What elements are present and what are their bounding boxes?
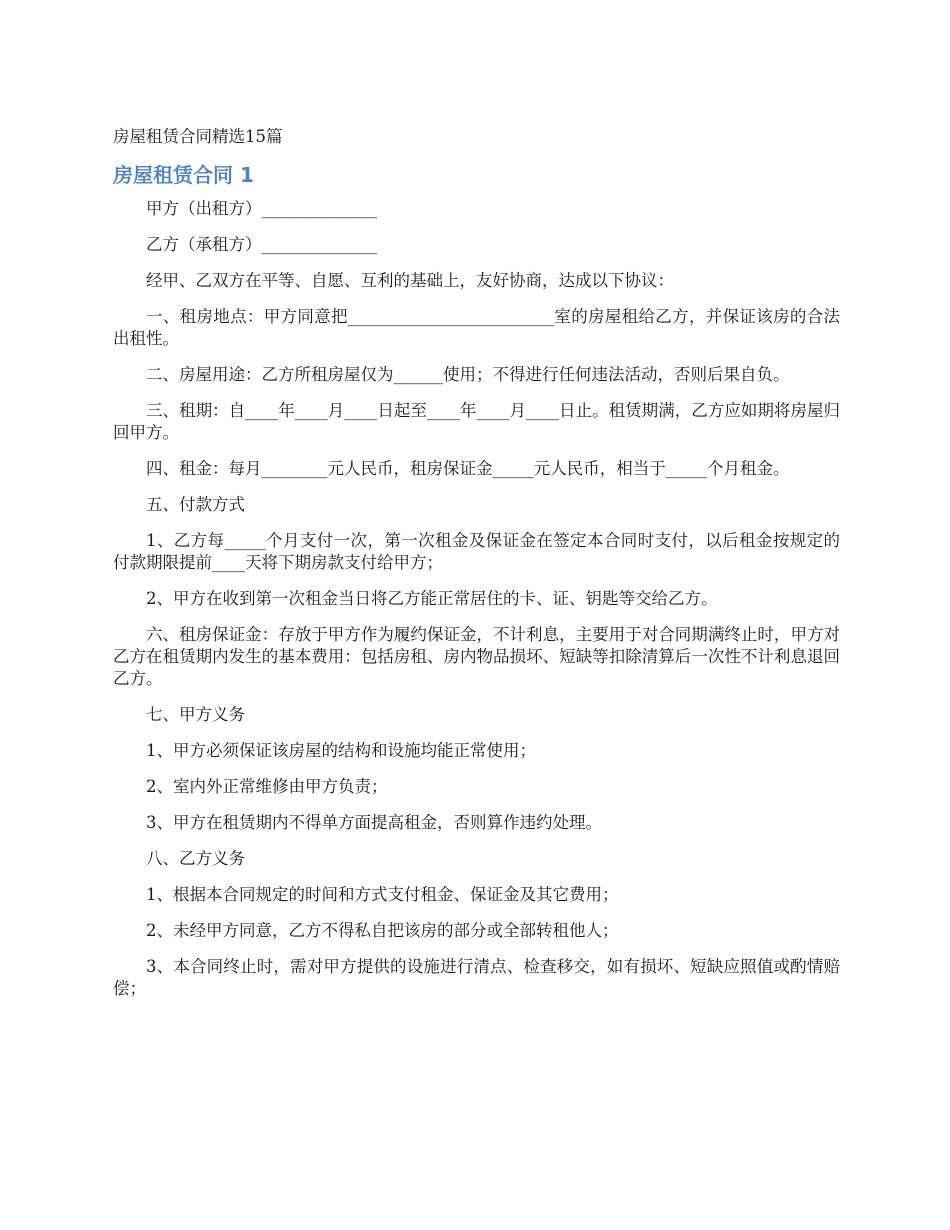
paragraph-preamble: 经甲、乙双方在平等、自愿、互利的基础上，友好协商，达成以下协议：	[146, 271, 674, 290]
paragraph-party-a: 甲方（出租方）______________	[146, 199, 377, 218]
paragraph-clause-8-item-1: 1、根据本合同规定的时间和方式支付租金、保证金及其它费用；	[146, 885, 619, 904]
paragraph-party-b: 乙方（承租方）______________	[146, 235, 377, 254]
paragraph-clause-2: 二、房屋用途：乙方所租房屋仅为______使用；不得进行任何违法活动，否则后果自负。	[146, 365, 790, 384]
paragraph-clause-1: 一、租房地点：甲方同意把_________________________室的房屋租给乙方，并保证该房的合法出租性。	[113, 307, 840, 348]
paragraph-clause-8-item-2: 2、未经甲方同意，乙方不得私自把该房的部分或全部转租他人；	[146, 921, 619, 940]
paragraph-clause-7-item-3: 3、甲方在租赁期内不得单方面提高租金，否则算作违约处理。	[146, 813, 602, 832]
paragraph-clause-4: 四、租金：每月________元人民币，租房保证金_____元人民币，相当于_____个月租金。	[146, 459, 790, 478]
paragraph-clause-6: 六、租房保证金：存放于甲方作为履约保证金，不计利息，主要用于对合同期满终止时，甲方对乙方在租赁期内发生的基本费用：包括房租、房内物品损坏、短缺等扣除清算后一次性不计利息退回乙方。	[113, 625, 840, 688]
document-body	[113, 125, 840, 1014]
paragraph-clause-8-heading: 八、乙方义务	[146, 849, 245, 868]
paragraph-clause-5-heading: 五、付款方式	[146, 495, 245, 514]
paragraph-clause-7-heading: 七、甲方义务	[146, 705, 245, 724]
paragraph-clause-5-item-2: 2、甲方在收到第一次租金当日将乙方能正常居住的卡、证、钥匙等交给乙方。	[146, 589, 718, 608]
paragraph-clause-5-item-1: 1、乙方每_____个月支付一次，第一次租金及保证金在签定本合同时支付，以后租金按规定的付款期限提前____天将下期房款支付给甲方；	[113, 531, 840, 572]
paragraph-clause-8-item-3: 3、本合同终止时，需对甲方提供的设施进行清点、检查移交，如有损坏、短缺应照值或酌情赔偿；	[113, 957, 840, 998]
paragraph-clause-7-item-2: 2、室内外正常维修由甲方负责；	[146, 777, 388, 796]
paragraph-clause-7-item-1: 1、甲方必须保证该房屋的结构和设施均能正常使用；	[146, 741, 536, 760]
section-heading: 房屋租赁合同 1	[113, 163, 254, 187]
paragraph-clause-3: 三、租期：自____年____月____日起至____年____月____日止。租赁期满，乙方应如期将房屋归回甲方。	[113, 401, 840, 442]
document-title: 房屋租赁合同精选15篇	[113, 127, 283, 146]
